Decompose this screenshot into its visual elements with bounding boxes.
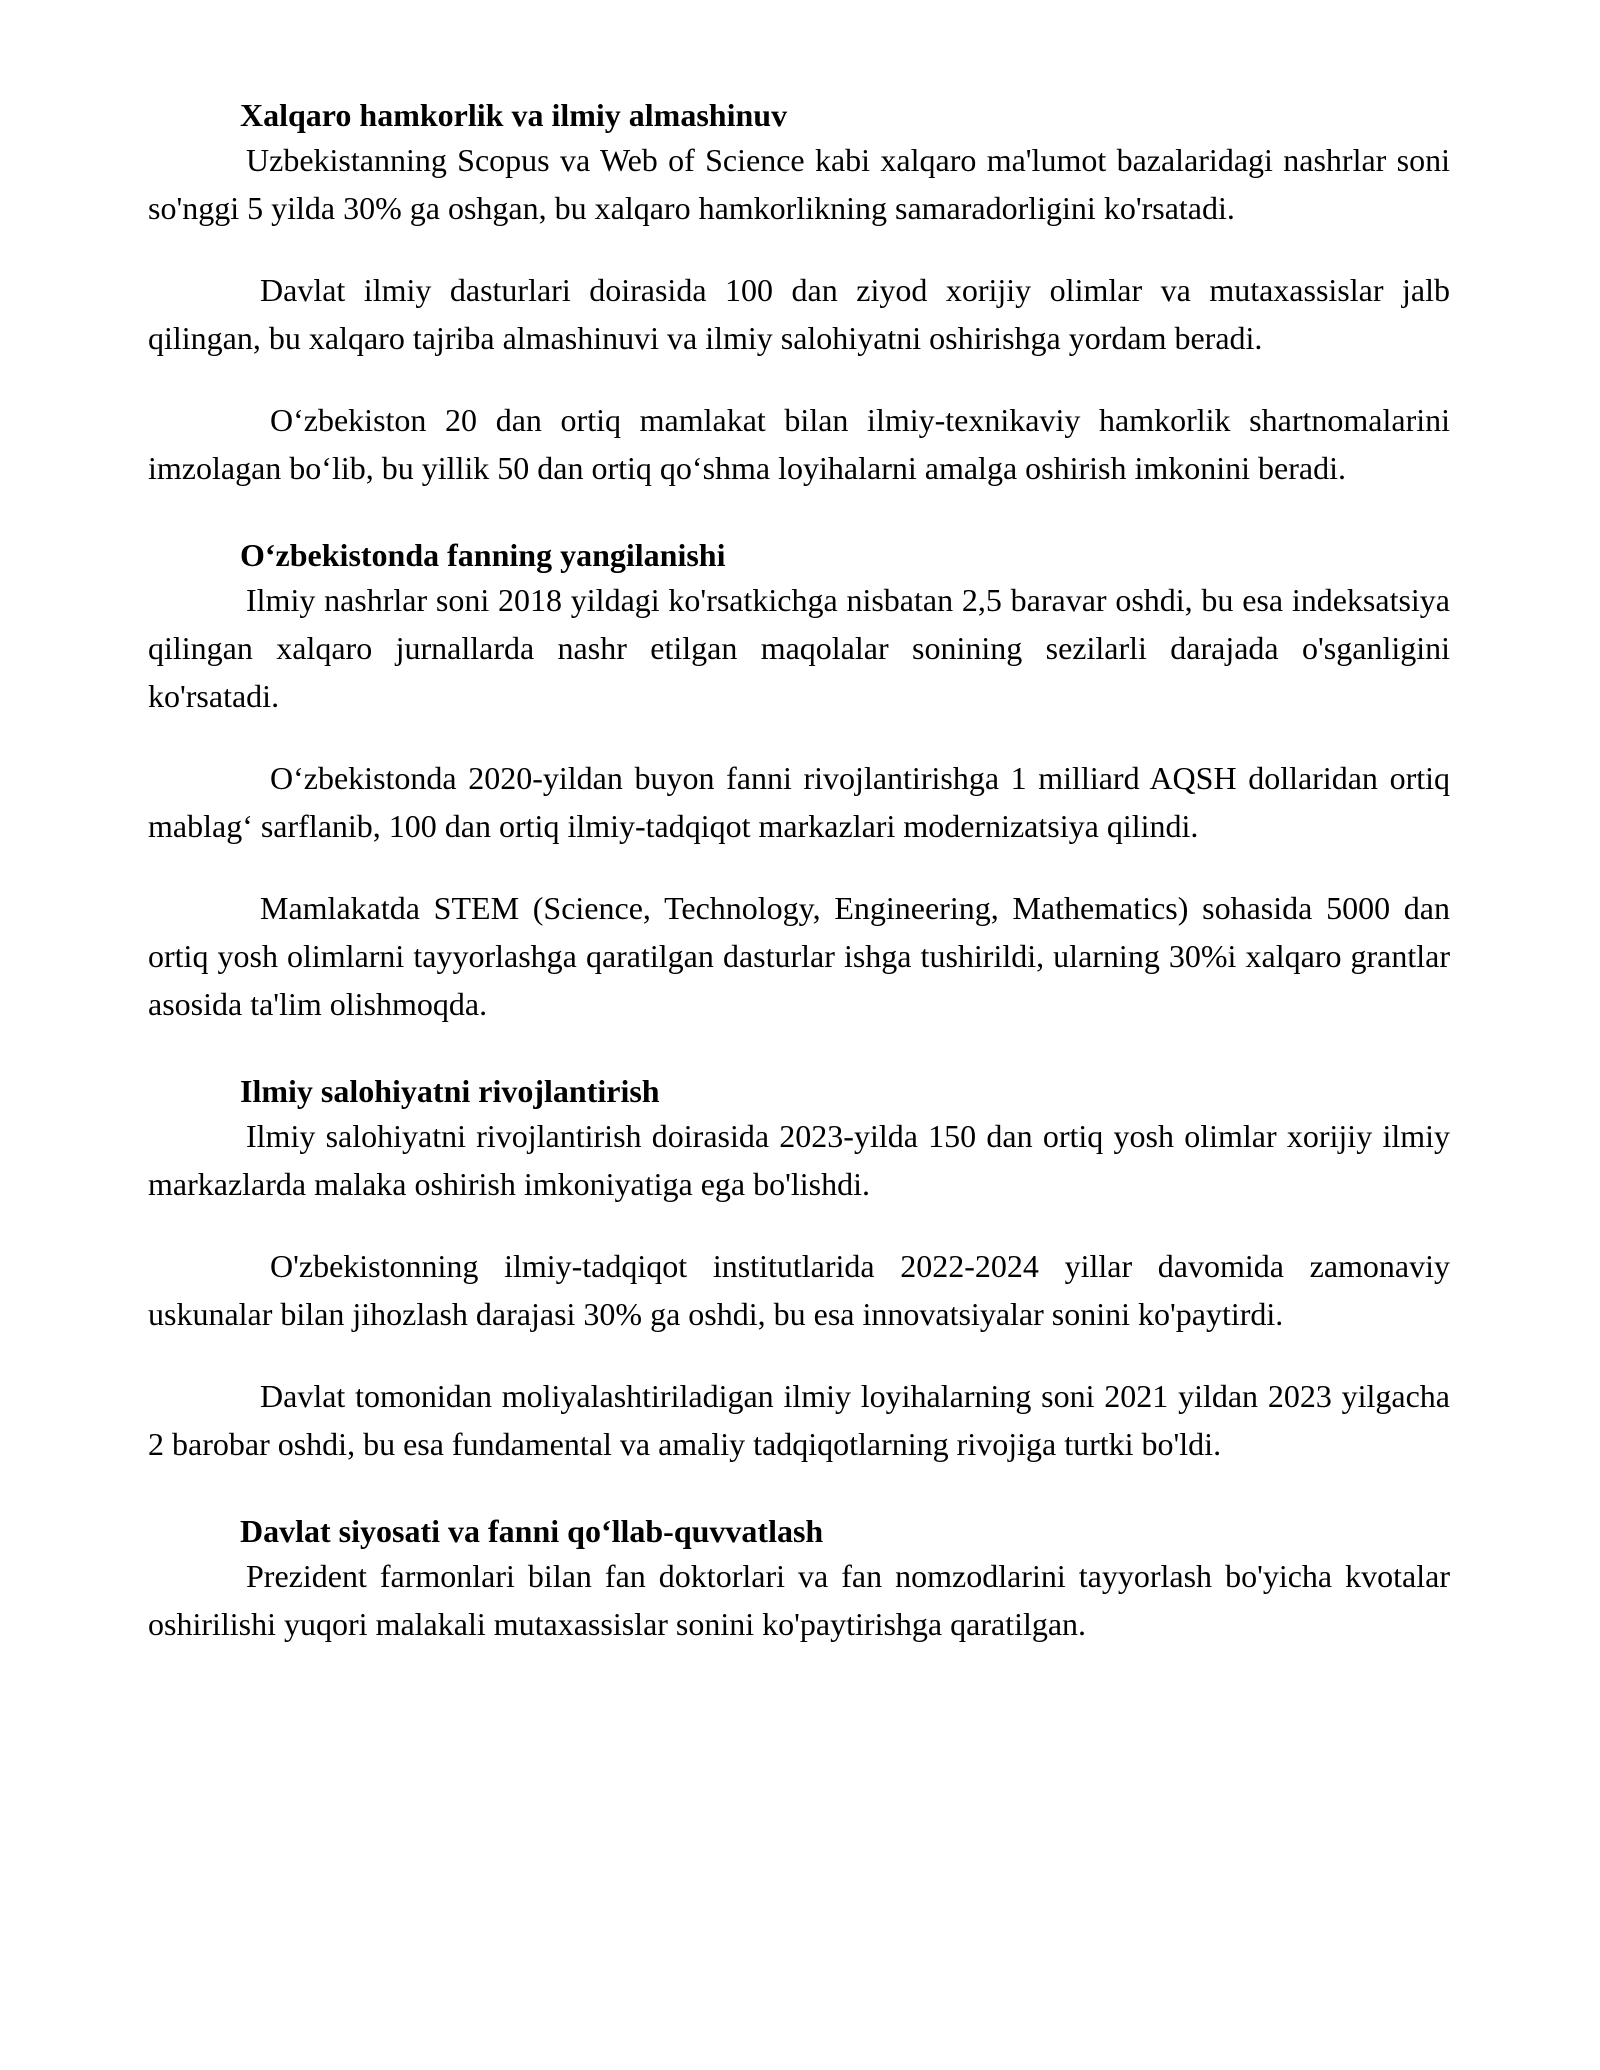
paragraph: Uzbekistanning Scopus va Web of Science kabi xalqaro ma'lumot bazalaridagi nashrlar soni so'nggi 5 yilda 30% ga oshgan, bu xalqaro hamkorlikning samaradorligini ko'rsatadi. [148, 142, 1450, 226]
section-heading: O‘zbekistonda fanning yangilanishi [240, 537, 726, 573]
document-page [148, 94, 1450, 1648]
paragraph: Davlat ilmiy dasturlari doirasida 100 dan ziyod xorijiy olimlar va mutaxassislar jalb qilingan, bu xalqaro tajriba almashinuvi va ilmiy salohiyatni oshirishga yordam beradi. [148, 272, 1450, 356]
section-heading: Ilmiy salohiyatni rivojlantirish [240, 1073, 660, 1109]
paragraph: Davlat tomonidan moliyalashtiriladigan ilmiy loyihalarning soni 2021 yildan 2023 yilgacha 2 barobar oshdi, bu esa fundamental va amaliy tadqiqotlarning rivojiga turtki bo'ldi. [148, 1378, 1450, 1462]
paragraph: Ilmiy salohiyatni rivojlantirish doirasida 2023-yilda 150 dan ortiq yosh olimlar xorijiy ilmiy markazlarda malaka oshirish imkoniyatiga ega bo'lishdi. [148, 1118, 1450, 1202]
section-state-policy [148, 1510, 1450, 1648]
section-international-cooperation [148, 94, 1450, 492]
paragraph: Mamlakatda STEM (Science, Technology, Engineering, Mathematics) sohasida 5000 dan ortiq yosh olimlarni tayyorlashga qaratilgan dasturlar ishga tushirildi, ularning 30%i xalqaro grantlar asosida ta'lim olishmoqda. [148, 890, 1450, 1022]
section-scientific-potential [148, 1070, 1450, 1468]
paragraph: O‘zbekiston 20 dan ortiq mamlakat bilan ilmiy-texnikaviy hamkorlik shartnomalarini imzolagan bo‘lib, bu yillik 50 dan ortiq qo‘shma loyihalarni amalga oshirish imkonini beradi. [148, 402, 1450, 486]
section-heading: Davlat siyosati va fanni qo‘llab-quvvatlash [240, 1513, 824, 1549]
section-science-renewal [148, 534, 1450, 1028]
paragraph: O'zbekistonning ilmiy-tadqiqot institutlarida 2022-2024 yillar davomida zamonaviy uskunalar bilan jihozlash darajasi 30% ga oshdi, bu esa innovatsiyalar sonini ko'paytirdi. [148, 1248, 1450, 1332]
paragraph: O‘zbekistonda 2020-yildan buyon fanni rivojlantirishga 1 milliard AQSH dollaridan ortiq mablag‘ sarflanib, 100 dan ortiq ilmiy-tadqiqot markazlari modernizatsiya qilindi. [148, 760, 1450, 844]
paragraph: Prezident farmonlari bilan fan doktorlari va fan nomzodlarini tayyorlash bo'yicha kvotalar oshirilishi yuqori malakali mutaxassislar sonini ko'paytirishga qaratilgan. [148, 1558, 1450, 1642]
section-heading: Xalqaro hamkorlik va ilmiy almashinuv [240, 97, 788, 133]
paragraph: Ilmiy nashrlar soni 2018 yildagi ko'rsatkichga nisbatan 2,5 baravar oshdi, bu esa indeksatsiya qilingan xalqaro jurnallarda nashr etilgan maqolalar sonining sezilarli darajada o'sganligini ko'rsatadi. [148, 582, 1450, 714]
